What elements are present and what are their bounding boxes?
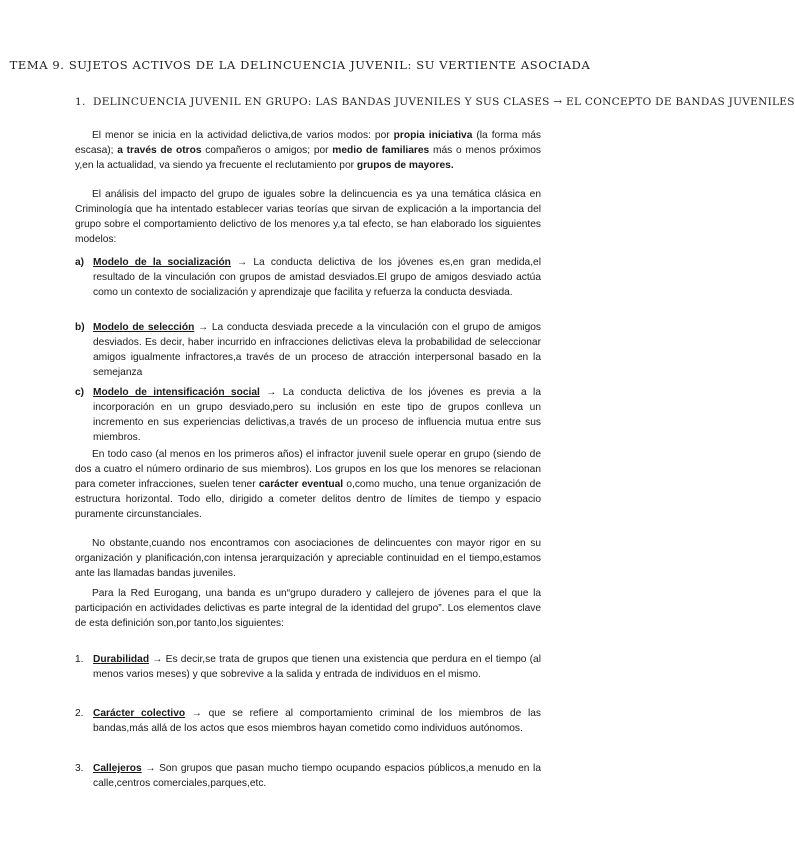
model-marker: b)	[75, 322, 85, 333]
model-term: Modelo de la socialización	[93, 257, 231, 268]
p1-bold-4: grupos de mayores.	[356, 160, 454, 171]
p3-text-1: En todo caso (al menos en los primeros años) el infractor juvenil suele operar en grupo (siendo de dos a cuatro el número ordinario de sus miembros). Los grupos en los que los menores se relacionan para cometer infracciones, suelen tener	[75, 449, 541, 490]
element-marker: 2.	[75, 708, 84, 719]
model-text: → La conducta delictiva de los jóvenes es previa a la incorporación en un grupo desviado,pero su inclusión en este tipo de grupos conlleva un incremento en sus experiencias delictivas,a través de un proceso de influencia mutua entre sus miembros.	[93, 387, 541, 443]
p1-bold-3: medio de familiares	[332, 145, 430, 156]
document-title: TEMA 9. SUJETOS ACTIVOS DE LA DELINCUENCIA JUVENIL: SU VERTIENTE ASOCIADA	[9, 58, 591, 72]
element-marker: 1.	[75, 654, 84, 665]
paragraph-eurogang: Para la Red Eurogang, una banda es un“grupo duradero y callejero de jóvenes para el que la participación en actividades delictivas es parte integral de la identidad del grupo”. Los elementos clave de esta definición son,por tanto,los siguientes:	[75, 588, 541, 629]
p1-text-2: (la forma más escasa);	[75, 130, 541, 156]
model-text: → La conducta delictiva de los jóvenes es,en gran medida,el resultado de la vinculación con grupos de amistad desviados.El grupo de amigos desviado actúa como un contexto de socialización y aprendizaje que facilita y refuerza la conducta desviada.	[93, 257, 541, 298]
model-term: Modelo de intensificación social	[93, 387, 260, 398]
p1-text-4: más o menos próximos y,en la actualidad, va siendo ya frecuente el reclutamiento por	[75, 145, 541, 171]
section-number: 1.	[75, 96, 86, 108]
model-marker: a)	[75, 257, 85, 268]
element-term: Callejeros	[93, 763, 142, 774]
model-text: → La conducta desviada precede a la vinculación con el grupo de amigos desviados. Es decir, haber incurrido en infracciones delictivas eleva la probabilidad de seleccionar amigos igualmente infractores,a través de un proceso de atracción interpersonal basado en la semejanza	[93, 322, 541, 378]
element-item-1	[75, 652, 541, 682]
p1-bold-1: propia iniciativa	[393, 130, 473, 141]
element-text: → Es decir,se trata de grupos que tienen una existencia que perdura en el tiempo (al menos varios meses) y que sobrevive a la salida y entrada de individuos en el mismo.	[93, 654, 541, 680]
model-term: Modelo de selección	[93, 322, 195, 333]
paragraph-bandas-juveniles: No obstante,cuando nos encontramos con asociaciones de delincuentes con mayor rigor en su organización y planificación,con intensa jerarquización y apreciable continuidad en el tiempo,estamos ante las llamadas bandas juveniles.	[75, 538, 541, 579]
p1-text-3: compañeros o amigos; por	[201, 145, 333, 156]
model-item-a	[75, 255, 541, 300]
model-marker: c)	[75, 387, 85, 398]
section-heading-text: DELINCUENCIA JUVENIL EN GRUPO: LAS BANDAS JUVENILES Y SUS CLASES → EL CONCEPTO DE BANDAS JUVENILES	[93, 96, 795, 108]
model-item-b	[75, 320, 541, 380]
p3-text-2: o,como mucho, una tenue organización de estructura horizontal. Todo ello, dirigido a cometer delitos dentro de límites de tiempo y espacio puramente circunstanciales.	[75, 479, 541, 520]
p1-text-1: El menor se inicia en la actividad delictiva,de varios modos: por	[92, 130, 394, 141]
p3-bold-1: carácter eventual	[258, 479, 344, 490]
element-text: → que se refiere al comportamiento criminal de los miembros de las bandas,más allá de los actos que esos miembros hayan cometido como individuos autónomos.	[93, 708, 541, 734]
element-item-3	[75, 761, 541, 791]
paragraph-models-intro: El análisis del impacto del grupo de iguales sobre la delincuencia es ya una temática clásica en Criminología que ha intentado establecer varias teorías que sirvan de explicación a la importancia del grupo sobre el comportamiento delictivo de los menores y,a tal efecto, se han elaborado los siguientes modelos:	[75, 189, 541, 245]
paragraph-intro	[75, 128, 541, 173]
paragraph-group-operation	[75, 447, 541, 522]
element-term: Durabilidad	[93, 654, 150, 665]
model-item-c	[75, 385, 541, 445]
p1-bold-2: a través de otros	[117, 145, 202, 156]
element-item-2	[75, 706, 541, 736]
element-term: Carácter colectivo	[93, 708, 186, 719]
element-text: → Son grupos que pasan mucho tiempo ocupando espacios públicos,a menudo en la calle,centros comerciales,parques,etc.	[93, 763, 541, 789]
section-heading	[75, 96, 795, 108]
element-marker: 3.	[75, 763, 84, 774]
